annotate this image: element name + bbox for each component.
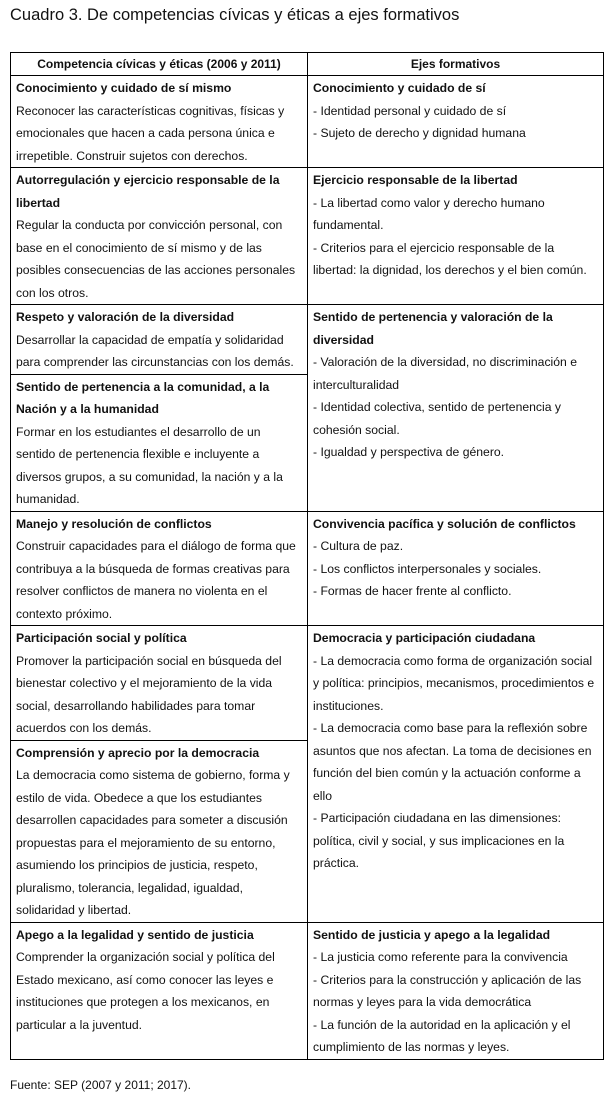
header-ejes: Ejes formativos (308, 53, 604, 76)
eje-cell (308, 511, 604, 626)
eje-item: - Los conflictos interpersonales y sociales. (313, 561, 542, 576)
eje-item: - Identidad colectiva, sentido de pertenencia y cohesión social. (313, 400, 561, 437)
competencia-cell (11, 922, 308, 1059)
competencia-title: Comprensión y aprecio por la democracia (16, 745, 260, 760)
table-row (11, 305, 604, 375)
source-note: Fuente: SEP (2007 y 2011; 2017). (10, 1078, 192, 1092)
eje-item: - La democracia como forma de organización social y política: principios, mecanismos, procedimientos e instituciones. (313, 653, 595, 713)
eje-item: - Participación ciudadana en las dimensiones: política, civil y social, y sus implicaciones en la práctica. (313, 811, 565, 870)
table-row (11, 626, 604, 741)
eje-title: Ejercicio responsable de la libertad (313, 173, 518, 187)
competencia-text: Formar en los estudiantes el desarrollo de un sentido de pertenencia flexible e incluyente a diversos grupos, a su comunidad, la nación y a la humanidad. (16, 424, 283, 506)
eje-title: Conocimiento y cuidado de sí (313, 81, 486, 95)
eje-cell (308, 305, 604, 512)
competencia-title: Autorregulación y ejercicio responsable de la libertad (16, 173, 280, 210)
competencia-title: Participación social y política (16, 631, 187, 645)
competencia-text: Regular la conducta por convicción personal, con base en el conocimiento de sí mismo y de las posibles consecuencias de las acciones personales con los otros. (16, 218, 296, 300)
competencia-title: Conocimiento y cuidado de sí mismo (16, 81, 232, 95)
table-row (11, 922, 604, 1059)
table-row (11, 511, 604, 626)
eje-item: - Sujeto de derecho y dignidad humana (313, 126, 526, 140)
competencia-cell (11, 305, 308, 375)
table-row (11, 168, 604, 305)
eje-title: Democracia y participación ciudadana (313, 631, 536, 645)
competencia-title: Respeto y valoración de la diversidad (16, 310, 235, 324)
competencia-cell (11, 511, 308, 626)
competencia-text: Construir capacidades para el diálogo de forma que contribuya a la búsqueda de formas creativas para resolver conflictos de manera no violenta en el contexto próximo. (16, 539, 296, 621)
eje-item: - Criterios para la construcción y aplicación de las normas y leyes para la vida democrática (313, 972, 582, 1009)
eje-cell (308, 922, 604, 1059)
competencia-cell (11, 168, 308, 305)
eje-item: - La democracia como base para la reflexión sobre asuntos que nos afectan. La toma de decisiones en función del bien común y la actuación conforme a ello (313, 721, 592, 803)
competencia-title: Apego a la legalidad y sentido de justicia (16, 927, 254, 942)
eje-item: - Criterios para el ejercicio responsable de la libertad: la dignidad, los derechos y el bien común. (313, 240, 587, 277)
competencia-cell (11, 374, 308, 511)
eje-title: Sentido de justicia y apego a la legalidad (313, 927, 551, 942)
table-caption: Cuadro 3. De competencias cívicas y éticas a ejes formativos (10, 6, 460, 24)
eje-item: - Formas de hacer frente al conflicto. (313, 584, 512, 598)
eje-item: - Cultura de paz. (313, 539, 404, 553)
eje-cell (308, 168, 604, 305)
eje-title: Sentido de pertenencia y valoración de la diversidad (313, 310, 553, 347)
eje-cell (308, 626, 604, 923)
competencia-cell (11, 740, 308, 922)
table-header-row (11, 53, 604, 76)
competencia-text: Desarrollar la capacidad de empatía y solidaridad para comprender las circunstancias con los demás. (16, 332, 294, 369)
eje-item: - La libertad como valor y derecho humano fundamental. (313, 195, 545, 232)
competencia-text: La democracia como sistema de gobierno, forma y estilo de vida. Obedece a que los estudiantes desarrollen capacidades para someter a discusión propuestas para el mejoramiento de su entorno, asumiendo los principios de justicia, respeto, pluralismo, tolerancia, legalidad, igualdad, solidaridad y libertad. (16, 768, 290, 917)
competencia-title: Manejo y resolución de conflictos (16, 516, 212, 531)
competencia-text: Promover la participación social en búsqueda del bienestar colectivo y el mejoramiento de la vida social, desarrollando habilidades para tomar acuerdos con los demás. (16, 653, 282, 735)
eje-title: Convivencia pacífica y solución de conflictos (313, 516, 576, 531)
competencia-text: Comprender la organización social y política del Estado mexicano, así como conocer las leyes e instituciones que protegen a los mexicanos, en particular a la juventud. (16, 950, 275, 1032)
competencia-title: Sentido de pertenencia a la comunidad, a la Nación y a la humanidad (16, 379, 270, 416)
eje-item: - La función de la autoridad en la aplicación y el cumplimiento de las normas y leyes. (313, 1017, 571, 1054)
competencia-text: Reconocer las características cognitivas, físicas y emocionales que hacen a cada persona única e irrepetible. Construir sujetos con derechos. (16, 103, 285, 163)
competencias-table (10, 52, 604, 1060)
header-competencias: Competencia cívicas y éticas (2006 y 2011) (11, 53, 308, 76)
eje-item: - Valoración de la diversidad, no discriminación e interculturalidad (313, 355, 577, 392)
eje-cell (308, 76, 604, 168)
eje-item: - La justicia como referente para la convivencia (313, 950, 568, 964)
competencia-cell (11, 76, 308, 168)
table-row (11, 76, 604, 168)
competencia-cell (11, 626, 308, 741)
eje-item: - Igualdad y perspectiva de género. (313, 445, 505, 459)
eje-item: - Identidad personal y cuidado de sí (313, 103, 507, 118)
